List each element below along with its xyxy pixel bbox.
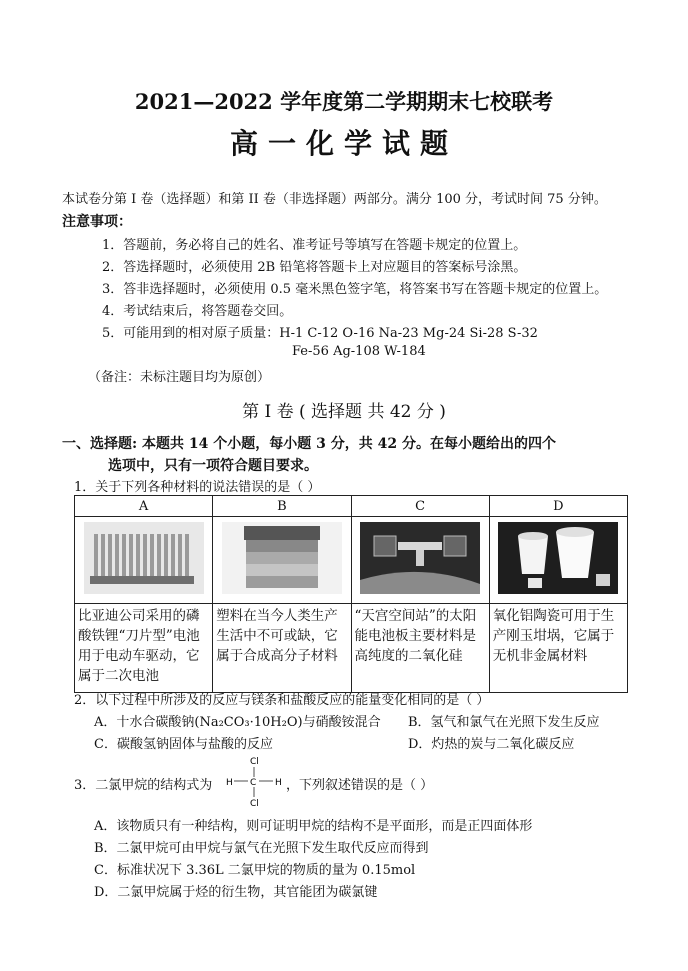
column-header-b: B bbox=[213, 496, 351, 517]
remark: （备注：未标注题目均为原创） bbox=[88, 370, 271, 385]
question-3-option-d: D．二氯甲烷属于烃的衍生物，其官能团为碳氯键 bbox=[94, 885, 378, 900]
question-2-option-a: A．十水合碳酸钠(Na₂CO₃·10H₂O)与硝酸铵混合 bbox=[94, 715, 381, 730]
space-station-icon bbox=[360, 522, 480, 594]
note-item-continuation: Fe-56 Ag-108 W-184 bbox=[292, 344, 426, 359]
note-item: 3．答非选择题时，必须使用 0.5 毫米黑色签字笔，将答案书写在答题卡规定的位置上。 bbox=[102, 282, 608, 297]
plastic-boxes-icon bbox=[222, 522, 342, 594]
structure-h-right: H bbox=[275, 778, 282, 788]
question-2-option-c: C．碳酸氢钠固体与盐酸的反应 bbox=[94, 737, 273, 752]
question-2-option-d: D．灼热的炭与二氧化碳反应 bbox=[408, 737, 575, 752]
structure-c-center: C bbox=[250, 778, 257, 788]
section-title: 第 I 卷 ( 选择题 共 42 分 ) bbox=[242, 402, 446, 422]
structure-h-left: H bbox=[226, 778, 233, 788]
question-1-table bbox=[74, 495, 628, 693]
note-item: 2．答选择题时，必须使用 2B 铅笔将答题卡上对应题目的答案标号涂黑。 bbox=[102, 260, 527, 275]
question-3-option-a: A．该物质只有一种结构，则可证明甲烷的结构不是平面形，而是正四面体形 bbox=[94, 819, 533, 834]
question-3-option-b: B．二氯甲烷可由甲烷与氯气在光照下发生取代反应而得到 bbox=[94, 841, 429, 856]
intro-text: 本试卷分第 I 卷（选择题）和第 II 卷（非选择题）两部分。满分 100 分，考试时间 75 分钟。 bbox=[62, 192, 607, 207]
section-instruction-cont: 选项中，只有一项符合题目要求。 bbox=[108, 458, 318, 474]
column-header-d: D bbox=[489, 496, 627, 517]
option-d-text: 氧化铝陶瓷可用于生产刚玉坩埚，它属于无机非金属材料 bbox=[489, 604, 627, 693]
section-instruction: 一、选择题: 本题共 14 个小题，每小题 3 分，共 42 分。在每小题给出的四个 bbox=[62, 436, 556, 452]
structure-cl-top: Cl bbox=[250, 757, 259, 767]
question-3-stem: 3．二氯甲烷的结构式为 bbox=[74, 778, 213, 793]
dichloromethane-structure bbox=[224, 753, 284, 809]
note-item: 4．考试结束后，将答题卷交回。 bbox=[102, 304, 293, 319]
question-1-stem: 1．关于下列各种材料的说法错误的是（ ） bbox=[74, 480, 321, 495]
column-header-c: C bbox=[351, 496, 489, 517]
option-c-text: “天宫空间站”的太阳能电池板主要材料是高纯度的二氧化硅 bbox=[351, 604, 489, 693]
question-3-option-c: C．标准状况下 3.36L 二氯甲烷的物质的量为 0.15mol bbox=[94, 863, 416, 878]
option-a-text: 比亚迪公司采用的磷酸铁锂“刀片型”电池用于电动车驱动，它属于二次电池 bbox=[75, 604, 213, 693]
notes-heading: 注意事项： bbox=[62, 214, 132, 230]
column-header-a: A bbox=[75, 496, 213, 517]
question-2-option-b: B．氢气和氯气在光照下发生反应 bbox=[408, 715, 600, 730]
note-item: 5．可能用到的相对原子质量：H-1 C-12 O-16 Na-23 Mg-24 Si-28 S-32 bbox=[102, 326, 538, 341]
question-2-stem: 2．以下过程中所涉及的反应与镁条和盐酸反应的能量变化相同的是（ ） bbox=[74, 693, 490, 708]
exam-title: 2021—2022 学年度第二学期期末七校联考 bbox=[134, 89, 554, 114]
note-item: 1．答题前，务必将自己的姓名、准考证号等填写在答题卡规定的位置上。 bbox=[102, 238, 527, 253]
alumina-crucible-icon bbox=[498, 522, 618, 594]
option-b-text: 塑料在当今人类生产生活中不可或缺，它属于合成高分子材料 bbox=[213, 604, 351, 693]
subject-title: 高一化学试题 bbox=[229, 127, 458, 160]
question-3-stem-cont: ，下列叙述错误的是（ ） bbox=[286, 778, 434, 793]
structure-cl-bottom: Cl bbox=[250, 799, 259, 809]
blade-battery-icon bbox=[84, 522, 204, 594]
